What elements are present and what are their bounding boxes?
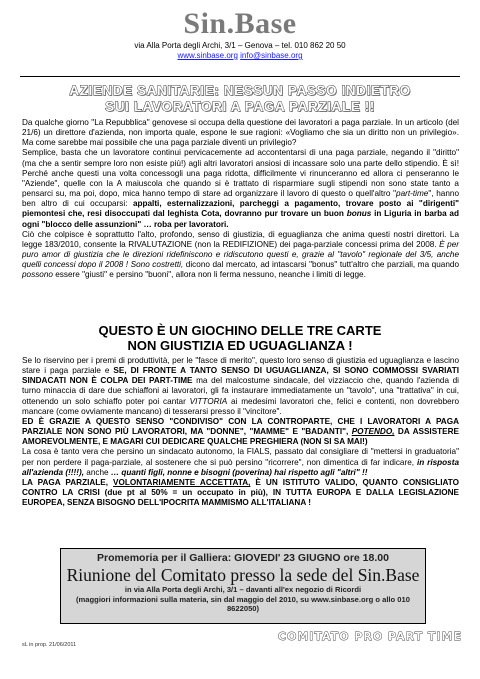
text-run: Se lo riservino per i premi di produttività, per le "fasce di merito", questo loro senso di giustizia ed uguaglianza e lascino stare i paga parziale e [22, 356, 459, 376]
section-2-paragraph-4 [22, 478, 459, 508]
text-run: ", hanno ben altro di cui occuparsi: [22, 189, 459, 209]
logo: Sin.Base [183, 7, 297, 40]
text-run: Semplice, basta che un lavoratore continui pervicacemente ad accontentarsi di una paga parziale, negando il "diritto" (ma che a sentir sempre loro non esiste più!) agli altri lavoratori ansiosi di incassare solo una parte dello stipendio. È sì! Perché anche questi una volta concessogli una paga ridotta, difficilmente vi rinunceranno ed allora ci penseranno le "Aziende", quelle con la A maiuscola che quando si è trattato di risparmiare sugli stipendi non sono state tanto a pensarci su, ma poi, dopo, mica hanno tempo di stare ad organizzare il lavoro di questo o quell'altro " [22, 148, 459, 199]
top-divider [20, 76, 460, 77]
contacts [0, 51, 480, 61]
text-run: La cosa è tanto vera che persino un sindacato autonomo, la FIALS, passato dal consigliare di "mettersi in graduatoria" per non perdere il paga-parziale, al sostenere che si può persino "ricorrere", non dimentica di far indicare, [22, 447, 459, 467]
section-2-paragraph-3 [22, 447, 459, 477]
text-run: … quanti figli, nonne e bisogni (poverina) hai rispetto agli "altri" !! [110, 467, 368, 477]
text-run: VITTORIA [189, 396, 228, 406]
address: via Alla Porta degli Archi, 3/1 – Genova – tel. 010 862 20 50 [134, 41, 346, 50]
text-run: ma del malcostume sindacale, del vizziaccio che, quando l'azienda di turno minaccia di dare due schiaffoni ai lavoratori, gli fa instaurare immediatamente un "tavolo", una "trattativa" in cui, ottenendo un solo schiaffo poter poi cantar [22, 376, 459, 406]
headline-line-1: AZIENDE SANITARIE: NESSUN PASSO INDIETRO [69, 83, 411, 98]
reminder-location: in via Alla Porta degli Archi, 3/1 – davanti all'ex negozio di Ricordi [124, 585, 362, 594]
text-run: È per puro amor di giustizia che le direzioni ridefiniscono e ridiscutono questi e, grazie al "tavolo" regionale del 3/5, anche quelli concessi dopo il 2008 ! Sono costretti, [22, 239, 459, 270]
text-run: part-time [396, 189, 429, 199]
text-run: ED È GRAZIE A QUESTO SENSO "CONDIVISO" CON LA CONTROPARTE, CHE I LAVORATORI A PAGA PARZIALE NON SONO PIÙ LAVORATORI, MA "DONNE", "MAMME" E "BADANTI", [22, 416, 459, 437]
section-2-paragraph-1 [22, 356, 459, 417]
section-2-heading [0, 323, 480, 353]
section-1-body [22, 118, 459, 281]
reminder-date: Promemoria per il Galliera: GIOVEDI' 23 GIUGNO ore 18.00 [97, 552, 389, 564]
text-run: SE, DI FRONTE A TANTO SENSO DI UGUAGLIANZA, SI SONO COMMOSSI SVARIATI SINDACATI NON È COLPA DEI PART-TIME [22, 366, 459, 386]
text-run: DA ASSISTERE AMOREVOLMENTE, E MAGARI CUI DEDICARE QUALCHE PREGHIERA (NON SI SA MAI!) [22, 427, 459, 447]
headline [0, 83, 480, 115]
print-code: sL in prop. 21/06/2011 [22, 642, 77, 648]
text-run: Ciò che colpisce è soprattutto l'alto, profondo, senso di giustizia, di eguaglianza che anima questi nostri direttori. La legge 183/2010, consente la RIVALUTAZIONE (non la REDIFIZIONE) dei paga-parziale concessi prima del 2008. [22, 229, 459, 249]
header [0, 8, 480, 61]
reminder-title: Riunione del Comitato presso la sede del Sin.Base [66, 565, 420, 585]
committee-tag: COMITATO PRO PART TIME [277, 630, 462, 643]
text-run: in Liguria in barba ad ogni "blocco delle assunzioni" … roba per lavoratori. [22, 209, 459, 229]
text-run: appalti, esternalizzazioni, parcheggi a pagamento, trovare posto ai "dirigenti" piemontesi che, resi disoccupati dal leghista Cota, dovranno pur trovare un buon [22, 199, 459, 219]
text-run: POTENDO, [351, 427, 395, 437]
section-1-paragraph-2 [22, 148, 459, 229]
text-run: in risposta all'azienda (!!!!), [22, 457, 459, 477]
section-2-heading-line-2: NON GIUSTIZIA ED UGUAGLIANZA ! [127, 338, 353, 353]
text-run: anche [84, 467, 111, 477]
text-run: possono [22, 270, 53, 280]
section-1-paragraph-3 [22, 230, 459, 281]
text-run: dicono dal mercato, ad intascarsi "bonus" tutt'altro che parziali, ma quando [183, 260, 460, 270]
reminder-info: (maggiori informazioni sulla materia, sin dal maggio del 2010, su www.sinbase.org o allo 010 8622050) [76, 594, 410, 613]
section-2-body [22, 356, 459, 508]
meeting-reminder-box [60, 548, 426, 624]
text-run: VOLONTARIAMENTE ACCETTATA, [113, 477, 251, 487]
headline-line-2: SUI LAVORATORI A PAGA PARZIALE !! [105, 99, 375, 114]
email-link[interactable]: info@sinbase.org [240, 51, 303, 60]
section-2-heading-line-1: QUESTO È UN GIOCHINO DELLE TRE CARTE [98, 323, 382, 338]
text-run: ai medesimi lavoratori che, felici e contenti, non dovrebbero mancare (come ovviamente mancano) di tesserarsi presso il "vincitore". [22, 396, 459, 416]
website-link[interactable]: www.sinbase.org [177, 51, 238, 60]
text-run: È UN ISTITUTO VALIDO, QUANTO CONSIGLIATO CONTRO LA CRISI (due pt al 50% = un occupato in più), IN TUTTA EUROPA E DALLA LEGISLAZIONE EUROPEA, SENZA BISOGNO DELL'IPOCRITA MAMMISMO ALL'ITALIANA ! [22, 477, 460, 508]
text-run: essere "giusti" e persino "buoni", allora non li ferma nessuno, neanche i limiti di legge. [52, 270, 366, 280]
text-run: bonus [346, 209, 372, 219]
text-run: LA PAGA PARZIALE, [22, 477, 114, 487]
section-2-paragraph-2 [22, 417, 459, 447]
section-1-paragraph-1: Da qualche giorno "La Repubblica" genovese si occupa della questione dei lavoratori a paga parziale. In un articolo (del 21/6) un direttore d'azienda, non importa quale, espone le sue ragioni: «Vogliamo che sia un diritto non un privilegio». Ma come sarebbe mai possibile che una paga parziale diventi un privilegio? [22, 118, 459, 148]
